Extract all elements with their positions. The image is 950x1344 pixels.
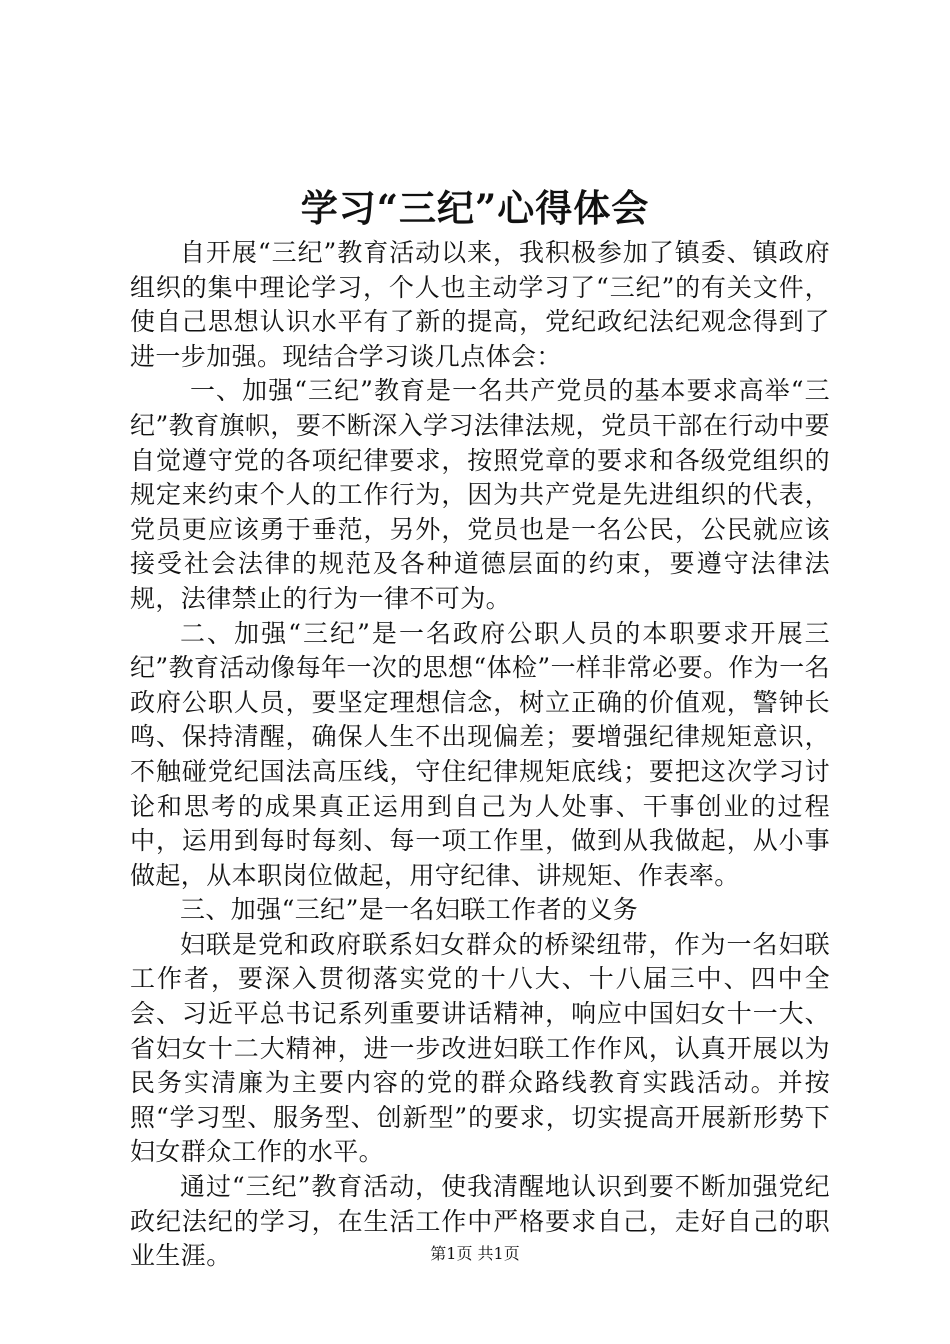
paragraph-conclusion: 通过“三纪”教育活动，使我清醒地认识到要不断加强党纪政纪法纪的学习，在生活工作中严格要求自己，走好自己的职业生涯。 xyxy=(130,1172,830,1271)
paragraph-section-three-heading: 三、加强“三纪”是一名妇联工作者的义务 xyxy=(180,895,639,925)
paragraph-section-two: 二、加强“三纪”是一名政府公职人员的本职要求开展三纪”教育活动像每年一次的思想“体检”一样非常必要。作为一名政府公职人员，要坚定理想信念，树立正确的价值观，警钟长鸣、保持清醒，确保人生不出现偏差；要增强纪律规矩意识，不触碰党纪国法高压线，守住纪律规矩底线；要把这次学习讨论和思考的成果真正运用到自己为人处事、干事创业的过程中，运用到每时每刻、每一项工作里，做到从我做起，从小事做起，从本职岗位做起，用守纪律、讲规矩、作表率。 xyxy=(130,618,830,890)
paragraph-section-three-body: 妇联是党和政府联系妇女群众的桥梁纽带，作为一名妇联工作者，要深入贯彻落实党的十八大、十八届三中、四中全会、习近平总书记系列重要讲话精神，响应中国妇女十一大、省妇女十二大精神，进一步改进妇联工作作风，认真开展以为民务实清廉为主要内容的党的群众路线教育实践活动。并按照“学习型、服务型、创新型”的要求，切实提高开展新形势下妇女群众工作的水平。 xyxy=(130,929,830,1167)
paragraph-intro: 自开展“三纪”教育活动以来，我积极参加了镇委、镇政府组织的集中理论学习，个人也主动学习了“三纪”的有关文件，使自己思想认识水平有了新的提高，党纪政纪法纪观念得到了进一步加强。现结合学习谈几点体会： xyxy=(130,238,830,371)
paragraph-section-one: 一、加强“三纪”教育是一名共产党员的基本要求高举“三纪”教育旗帜，要不断深入学习法律法规，党员干部在行动中要自觉遵守党的各项纪律要求，按照党章的要求和各级党组织的规定来约束个人的工作行为，因为共产党是先进组织的代表，党员更应该勇于垂范，另外，党员也是一名公民，公民就应该接受社会法律的规范及各种道德层面的约束，要遵守法律法规，法律禁止的行为一律不可为。 xyxy=(130,376,830,613)
document-body xyxy=(130,236,830,1274)
page-footer: 第1页 共1页 xyxy=(430,1244,520,1263)
document-title: 学习“三纪”心得体会 xyxy=(300,186,650,230)
